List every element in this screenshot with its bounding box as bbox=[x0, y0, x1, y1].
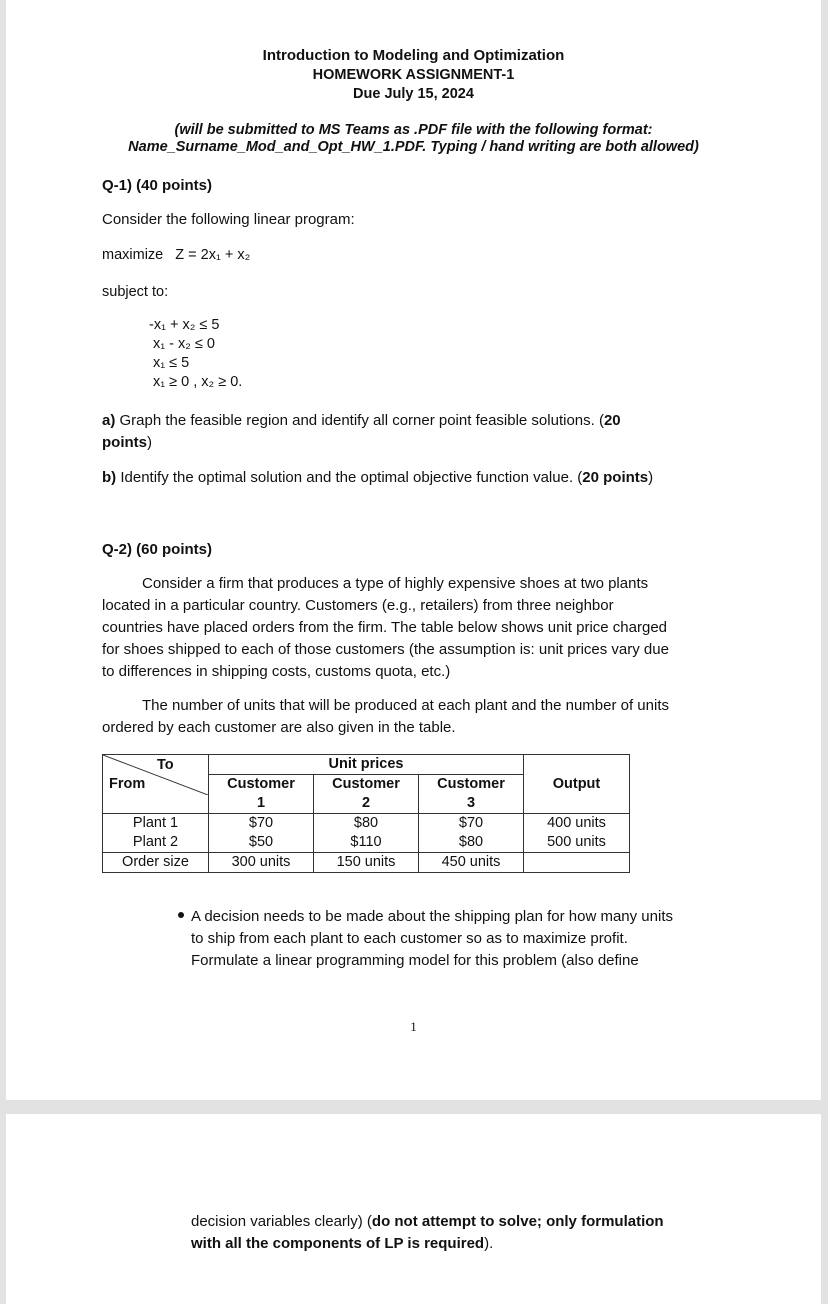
price-cell: $80 bbox=[419, 833, 524, 853]
q2-p1-line2: located in a particular country. Customers (e.g., retailers) from three neighbor bbox=[102, 597, 614, 614]
q2-p2-line2: ordered by each customer are also given in the table. bbox=[102, 719, 456, 736]
part-b-points: 20 points bbox=[582, 469, 649, 486]
output-cell: 400 units bbox=[524, 814, 630, 834]
part-a-points-2: points bbox=[102, 434, 147, 451]
order-size-cell: 150 units bbox=[314, 853, 419, 873]
unit-prices-header: Unit prices bbox=[209, 755, 524, 775]
continuation-bold-2: with all the components of LP is required bbox=[191, 1235, 485, 1252]
output-header: Output bbox=[524, 775, 630, 814]
constraint-4: x₁ ≥ 0 , x₂ ≥ 0. bbox=[153, 374, 243, 390]
order-size-label: Order size bbox=[103, 853, 209, 873]
q2-heading: Q-2) (60 points) bbox=[102, 541, 213, 558]
table-row bbox=[103, 833, 630, 853]
customer-2-header: Customer 2 bbox=[314, 775, 419, 814]
document-page-1 bbox=[6, 0, 821, 1100]
document-title: Introduction to Modeling and Optimization bbox=[262, 47, 565, 64]
q2-continuation bbox=[191, 1211, 771, 1255]
q2-paragraph-1 bbox=[102, 573, 752, 683]
part-a-close: ) bbox=[147, 434, 152, 451]
table-row bbox=[103, 814, 630, 834]
q2-paragraph-2 bbox=[102, 695, 752, 739]
customer-1-header: Customer 1 bbox=[209, 775, 314, 814]
part-a-label: a) bbox=[102, 412, 116, 429]
q2-p1-line4: for shoes shipped to each of those customers (the assumption is: unit prices vary due bbox=[102, 641, 669, 658]
table-row bbox=[103, 853, 630, 873]
price-cell: $70 bbox=[419, 814, 524, 834]
q2-p1-line1: Consider a firm that produces a type of highly expensive shoes at two plants bbox=[142, 575, 649, 592]
constraint-1: -x₁ + x₂ ≤ 5 bbox=[149, 317, 220, 333]
part-a-text: Graph the feasible region and identify all corner point feasible solutions. ( bbox=[119, 412, 604, 429]
constraint-2: x₁ - x₂ ≤ 0 bbox=[153, 336, 215, 352]
bullet-line2: to ship from each plant to each customer so as to maximize profit. bbox=[191, 930, 628, 947]
price-cell: $70 bbox=[209, 814, 314, 834]
q1-intro: Consider the following linear program: bbox=[102, 211, 355, 228]
q2-p1-line3: countries have placed orders from the firm. The table below shows unit price charged bbox=[102, 619, 668, 636]
order-size-cell: 300 units bbox=[209, 853, 314, 873]
objective-label: maximize bbox=[102, 247, 164, 263]
output-cell: 500 units bbox=[524, 833, 630, 853]
q1-part-b bbox=[102, 467, 782, 489]
q1-part-a bbox=[102, 410, 742, 454]
page-number: 1 bbox=[410, 1019, 417, 1034]
objective-function: Z = 2x₁ + x₂ bbox=[175, 247, 251, 263]
part-a-points-1: 20 bbox=[603, 412, 621, 429]
assignment-title: HOMEWORK ASSIGNMENT-1 bbox=[312, 67, 515, 83]
price-cell: $110 bbox=[314, 833, 419, 853]
price-cell: $50 bbox=[209, 833, 314, 853]
part-b-close: ) bbox=[648, 469, 654, 486]
from-label: From bbox=[109, 776, 146, 792]
plant-1-label: Plant 1 bbox=[103, 814, 209, 834]
to-label: To bbox=[157, 757, 174, 773]
subject-to-label: subject to: bbox=[102, 284, 169, 300]
part-b-label: b) bbox=[102, 469, 117, 486]
constraint-3: x₁ ≤ 5 bbox=[153, 355, 190, 371]
due-date: Due July 15, 2024 bbox=[353, 86, 474, 102]
continuation-plain-2: ). bbox=[484, 1235, 494, 1252]
bullet-icon bbox=[178, 912, 184, 918]
document-page-2 bbox=[6, 1114, 821, 1304]
to-from-header-cell bbox=[103, 755, 209, 814]
part-b-text: Identify the optimal solution and the optimal objective function value. ( bbox=[120, 469, 583, 486]
bullet-line1: A decision needs to be made about the shipping plan for how many units bbox=[191, 908, 673, 925]
continuation-plain-1: decision variables clearly) ( bbox=[191, 1213, 372, 1230]
continuation-bold-1: do not attempt to solve; only formulation bbox=[371, 1213, 664, 1230]
output-header-top bbox=[524, 755, 630, 775]
q1-objective bbox=[102, 246, 250, 264]
q2-p1-line5: to differences in shipping costs, customs quota, etc.) bbox=[102, 663, 451, 680]
customer-3-header: Customer 3 bbox=[419, 775, 524, 814]
empty-cell bbox=[524, 853, 630, 873]
q1-heading: Q-1) (40 points) bbox=[102, 177, 213, 194]
unit-prices-table bbox=[102, 754, 630, 873]
submission-note-line2: Name_Surname_Mod_and_Opt_HW_1.PDF. Typing / hand writing are both allowed) bbox=[128, 139, 699, 155]
plant-2-label: Plant 2 bbox=[103, 833, 209, 853]
price-cell: $80 bbox=[314, 814, 419, 834]
q2-bullet bbox=[191, 906, 751, 972]
order-size-cell: 450 units bbox=[419, 853, 524, 873]
q2-p2-line1: The number of units that will be produced at each plant and the number of units bbox=[142, 697, 669, 714]
bullet-line3: Formulate a linear programming model for this problem (also define bbox=[191, 952, 639, 969]
submission-note-line1: (will be submitted to MS Teams as .PDF file with the following format: bbox=[174, 122, 653, 138]
